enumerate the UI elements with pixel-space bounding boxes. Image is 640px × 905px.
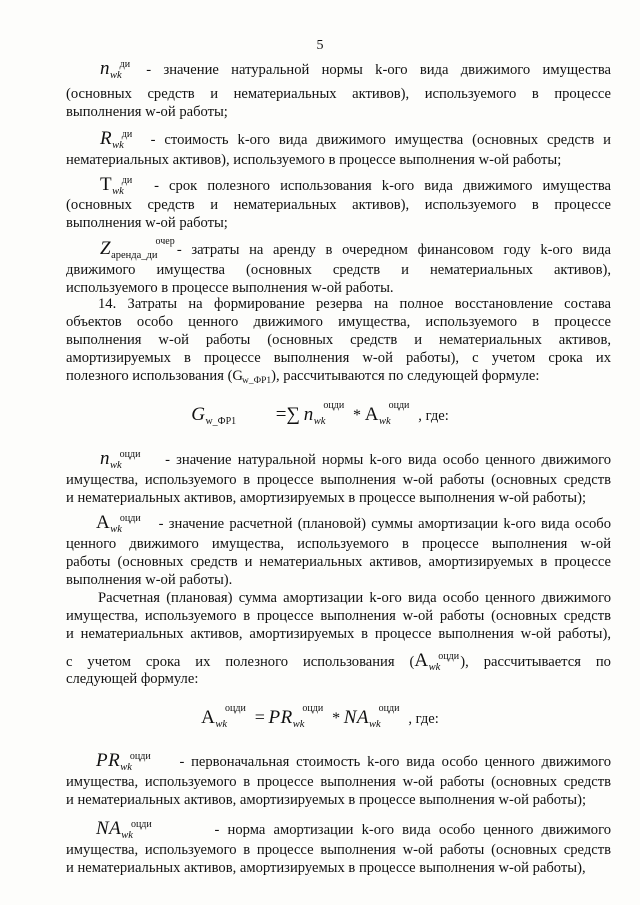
text-line: нематериальных активов), используемого в процессе выполнения w-ой работы; xyxy=(66,152,562,168)
item-14-line: полезного использования $(G_{w\_ФР1})$, рассчитываются по следующей формуле: xyxy=(66,368,540,386)
item-14-line: 14. Затраты на формирование резерва на полное восстановление состава xyxy=(98,296,611,312)
symbol-t-di: Т ди $_{wk}$ xyxy=(100,174,133,197)
text-line: выполнения w-ой работы). xyxy=(66,572,233,588)
text-line: имущества, используемого в процессе выполнения w-ой работы (основных средств xyxy=(66,608,611,624)
page-number: 5 xyxy=(316,38,324,53)
text-line: и нематериальных активов, амортизируемых в процессе выполнения w-ой работы); xyxy=(66,792,587,808)
formula-g-reserve: $G_{w\_ФР1}$ =∑ n оцди $_{wk}$ * А оцди $_{wk}$ , где: xyxy=(191,400,449,427)
item-14-line: объектов особо ценного движимого имущества, используемого в процессе xyxy=(66,314,611,330)
text-line: (основных средств и нематериальных активов), используемого в процессе xyxy=(66,197,611,213)
formula-amortization: А оцди $_{wk}$ = PR оцди $_{wk}$ * NA оцди $_{wk}$ , где: xyxy=(201,703,439,730)
definition-t-di: Т ди $_{wk}$ - срок полезного использования k-ого вида движимого имущества xyxy=(100,174,611,197)
text-line: имущества, используемого в процессе выполнения w-ой работы (основных средств xyxy=(66,774,611,790)
text-line: выполнения w-ой работы; xyxy=(66,215,228,231)
text-line: и нематериальных активов, амортизируемых в процессе выполнения w-ой работы), xyxy=(66,626,611,642)
item-14-line: выполнения w-ой работы (основных средств и нематериальных активов, xyxy=(66,332,611,348)
symbol-a-ocdi: А оцди $_{wk}$ xyxy=(96,512,141,535)
text-line: имущества, используемого в процессе выполнения w-ой работы (основных средств xyxy=(66,842,611,858)
text-line: используемого в процессе выполнения w-ой работы. xyxy=(66,280,394,296)
symbol-z-rent: Z очер $_{аренда\_ди}$ xyxy=(100,236,175,261)
definition-pr-ocdi: PR оцди $_{wk}$ - первоначальная стоимость k-ого вида особо ценного движимого xyxy=(96,750,611,773)
definition-n-di: n ди $_{wk}$ - значение натуральной нормы k-ого вида движимого имущества xyxy=(100,58,611,81)
text-line: и нематериальных активов, амортизируемых в процессе выполнения w-ой работы), xyxy=(66,860,586,876)
text-line: работы (основных средств и нематериальных активов, амортизируемых в процессе xyxy=(66,554,611,570)
symbol-r-di: R ди $_{wk}$ xyxy=(100,128,133,151)
definition-a-ocdi: А оцди $_{wk}$ - значение расчетной (плановой) суммы амортизации k-ого вида особо xyxy=(96,512,611,535)
symbol-na-ocdi: NA оцди $_{wk}$ xyxy=(96,818,152,841)
text-line: и нематериальных активов, амортизируемых в процессе выполнения w-ой работы); xyxy=(66,490,587,506)
definition-z-rent: Z очер $_{аренда\_ди}$ - затраты на аренду в очередном финансовом году k-ого вида xyxy=(100,236,612,261)
text-line: с учетом срока их полезного использования (А оцди $_{wk}$ ), рассчитывается по xyxy=(66,650,611,673)
symbol-pr-ocdi: PR оцди $_{wk}$ xyxy=(96,750,151,773)
definition-r-di: R ди $_{wk}$ - стоимость k-ого вида движимого имущества (основных средств и xyxy=(100,128,611,151)
text-line: ценного движимого имущества, используемого в процессе выполнения w-ой xyxy=(66,536,611,552)
text-line: следующей формуле: xyxy=(66,671,199,687)
text-line: (основных средств и нематериальных активов), используемого в процессе xyxy=(66,86,611,102)
definition-na-ocdi: NA оцди $_{wk}$ - норма амортизации k-ого вида особо ценного движимого xyxy=(96,818,611,841)
text-line: имущества, используемого в процессе выполнения w-ой работы (основных средств xyxy=(66,472,611,488)
definition-n-ocdi: n оцди $_{wk}$ - значение натуральной нормы k-ого вида особо ценного движимого xyxy=(100,448,611,471)
text-line: выполнения w-ой работы; xyxy=(66,104,228,120)
text-line: Расчетная (плановая) сумма амортизации k-ого вида особо ценного движимого xyxy=(98,590,611,606)
item-14-line: амортизируемых в процессе выполнения w-ой работы), с учетом срока их xyxy=(66,350,611,366)
symbol-n-ocdi: n оцди $_{wk}$ xyxy=(100,448,141,471)
text-line: движимого имущества (основных средств и нематериальных активов), xyxy=(66,262,611,278)
symbol-n-di: n ди $_{wk}$ xyxy=(100,58,131,81)
